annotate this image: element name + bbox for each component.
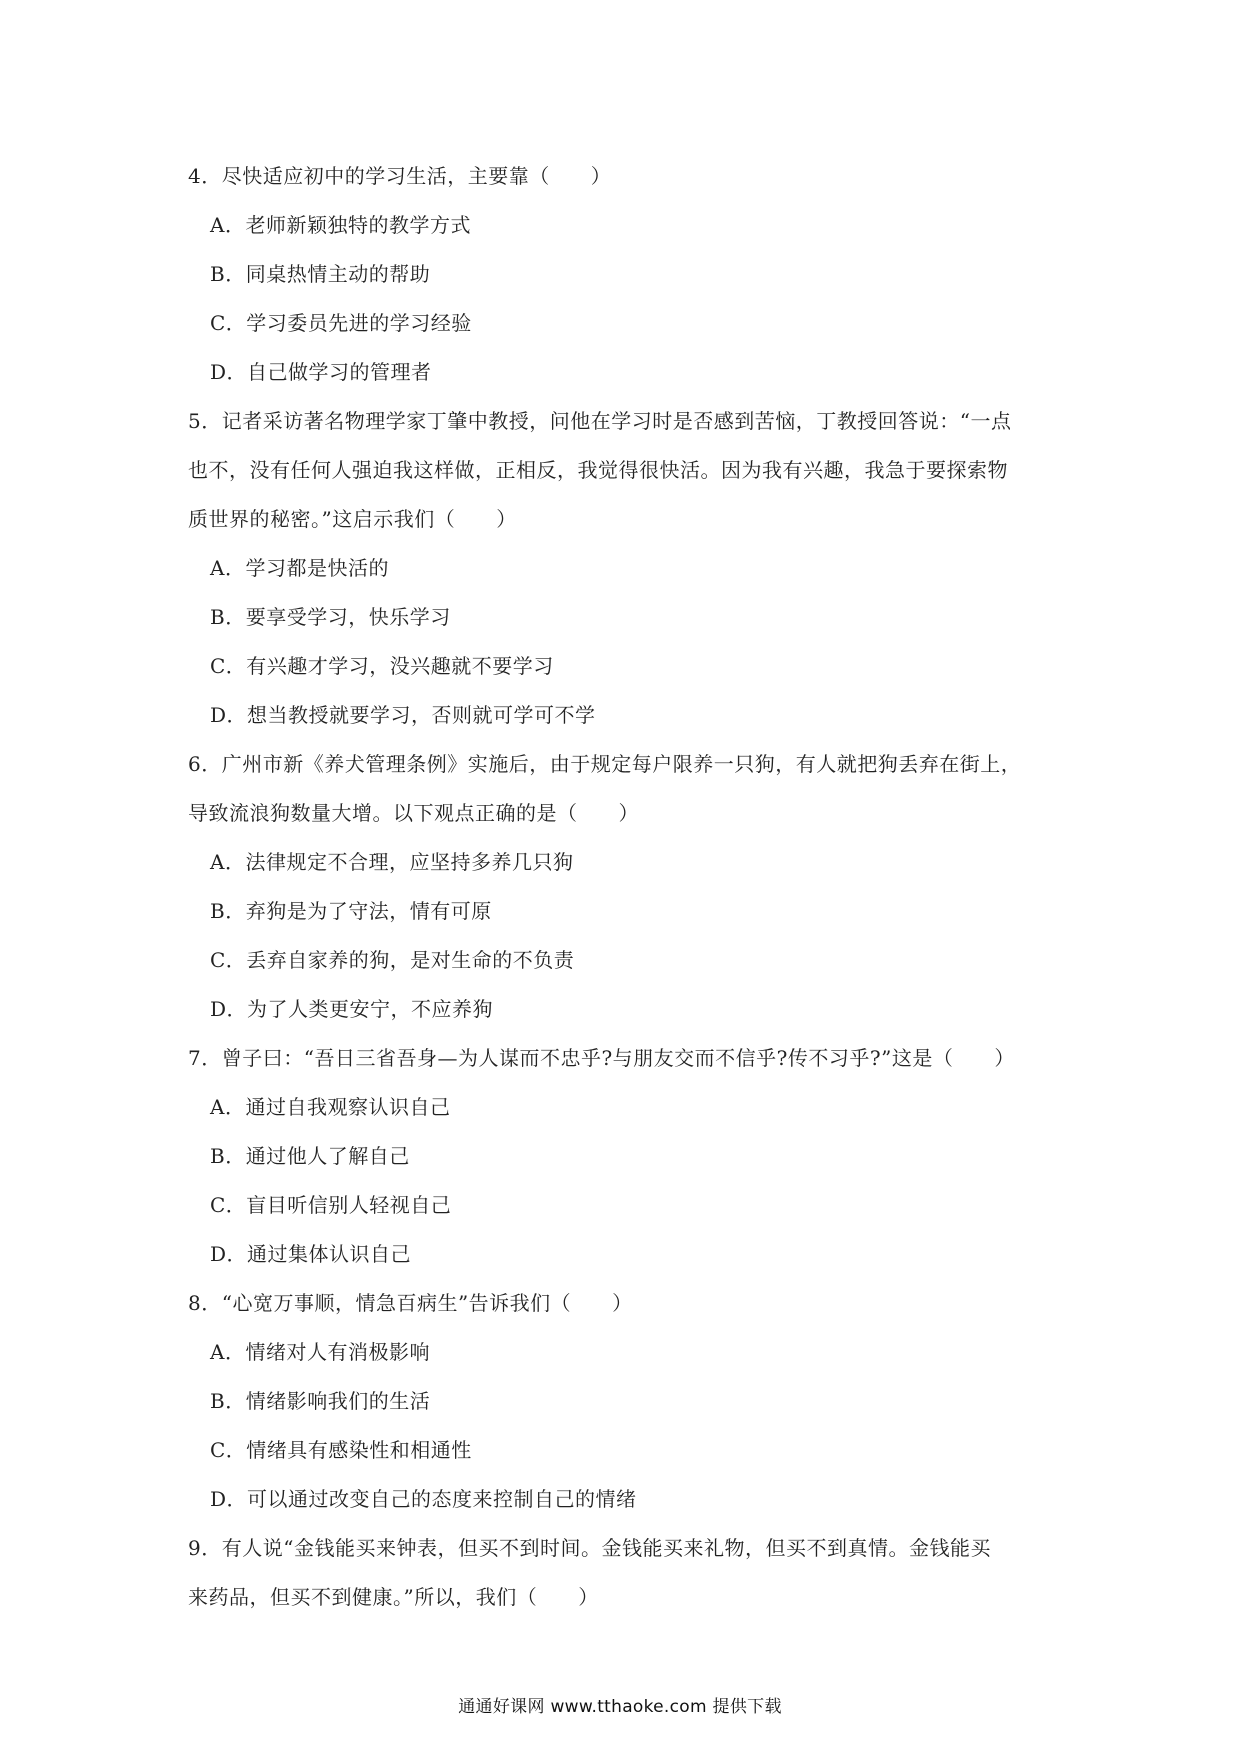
question-stem-line: 8．“心宽万事顺，情急百病生”告诉我们（ ）: [188, 1291, 633, 1315]
question-stem: [188, 152, 1060, 201]
question-stem-line: 7．曾子曰：“吾日三省吾身—为人谋而不忠乎?与朋友交而不信乎?传不习乎?”这是（ ）: [188, 1046, 1015, 1070]
question-4: [188, 152, 1060, 397]
question-stem-line: 4．尽快适应初中的学习生活，主要靠（ ）: [188, 164, 612, 188]
answer-option: C．学习委员先进的学习经验: [210, 311, 472, 335]
answer-option: B．通过他人了解自己: [210, 1144, 410, 1168]
question-stem: [188, 1524, 1060, 1622]
page-footer: 通通好课网 www.tthaoke.com 提供下载: [458, 1697, 782, 1717]
answer-option: A．通过自我观察认识自己: [210, 1095, 451, 1119]
answer-option: D．想当教授就要学习，否则就可学可不学: [210, 703, 596, 727]
answer-option: D．自己做学习的管理者: [210, 360, 432, 384]
answer-option: D．通过集体认识自己: [210, 1242, 412, 1266]
question-stem-line: 也不，没有任何人强迫我这样做，正相反，我觉得很快活。因为我有兴趣，我急于要探索物: [188, 458, 1008, 482]
question-stem-line: 6．广州市新《养犬管理条例》实施后，由于规定每户限养一只狗，有人就把狗丢弃在街上，: [188, 752, 1022, 776]
question-stem-line: 5．记者采访著名物理学家丁肇中教授，问他在学习时是否感到苦恼，丁教授回答说：“一点: [188, 409, 1012, 433]
answer-option: D．为了人类更安宁，不应养狗: [210, 997, 494, 1021]
question-stem: [188, 1034, 1060, 1083]
answer-option: B．要享受学习，快乐学习: [210, 605, 451, 629]
question-stem-line: 9．有人说“金钱能买来钟表，但买不到时间。金钱能买来礼物，但买不到真情。金钱能买: [188, 1536, 991, 1560]
answer-option: D．可以通过改变自己的态度来控制自己的情绪: [210, 1487, 637, 1511]
question-9: [188, 1524, 1060, 1622]
question-list: [188, 152, 1060, 1622]
question-stem-line: 导致流浪狗数量大增。以下观点正确的是（ ）: [188, 801, 639, 825]
answer-option: A．情绪对人有消极影响: [210, 1340, 430, 1364]
answer-option: C．情绪具有感染性和相通性: [210, 1438, 472, 1462]
answer-option: C．丢弃自家养的狗，是对生命的不负责: [210, 948, 575, 972]
answer-option: A．法律规定不合理，应坚持多养几只狗: [210, 850, 574, 874]
answer-option: C．有兴趣才学习，没兴趣就不要学习: [210, 654, 554, 678]
question-7: [188, 1034, 1060, 1279]
question-5: [188, 397, 1060, 740]
question-stem: [188, 1279, 1060, 1328]
question-stem-line: 质世界的秘密。”这启示我们（ ）: [188, 507, 517, 531]
answer-option: B．同桌热情主动的帮助: [210, 262, 431, 286]
question-stem-line: 来药品，但买不到健康。”所以，我们（ ）: [188, 1585, 599, 1609]
answer-option: B．弃狗是为了守法，情有可原: [210, 899, 492, 923]
answer-option: A．老师新颖独特的教学方式: [210, 213, 471, 237]
answer-option: B．情绪影响我们的生活: [210, 1389, 431, 1413]
question-stem: [188, 740, 1060, 838]
answer-option: C．盲目听信别人轻视自己: [210, 1193, 452, 1217]
question-stem: [188, 397, 1060, 544]
question-6: [188, 740, 1060, 1034]
question-8: [188, 1279, 1060, 1524]
answer-option: A．学习都是快活的: [210, 556, 389, 580]
